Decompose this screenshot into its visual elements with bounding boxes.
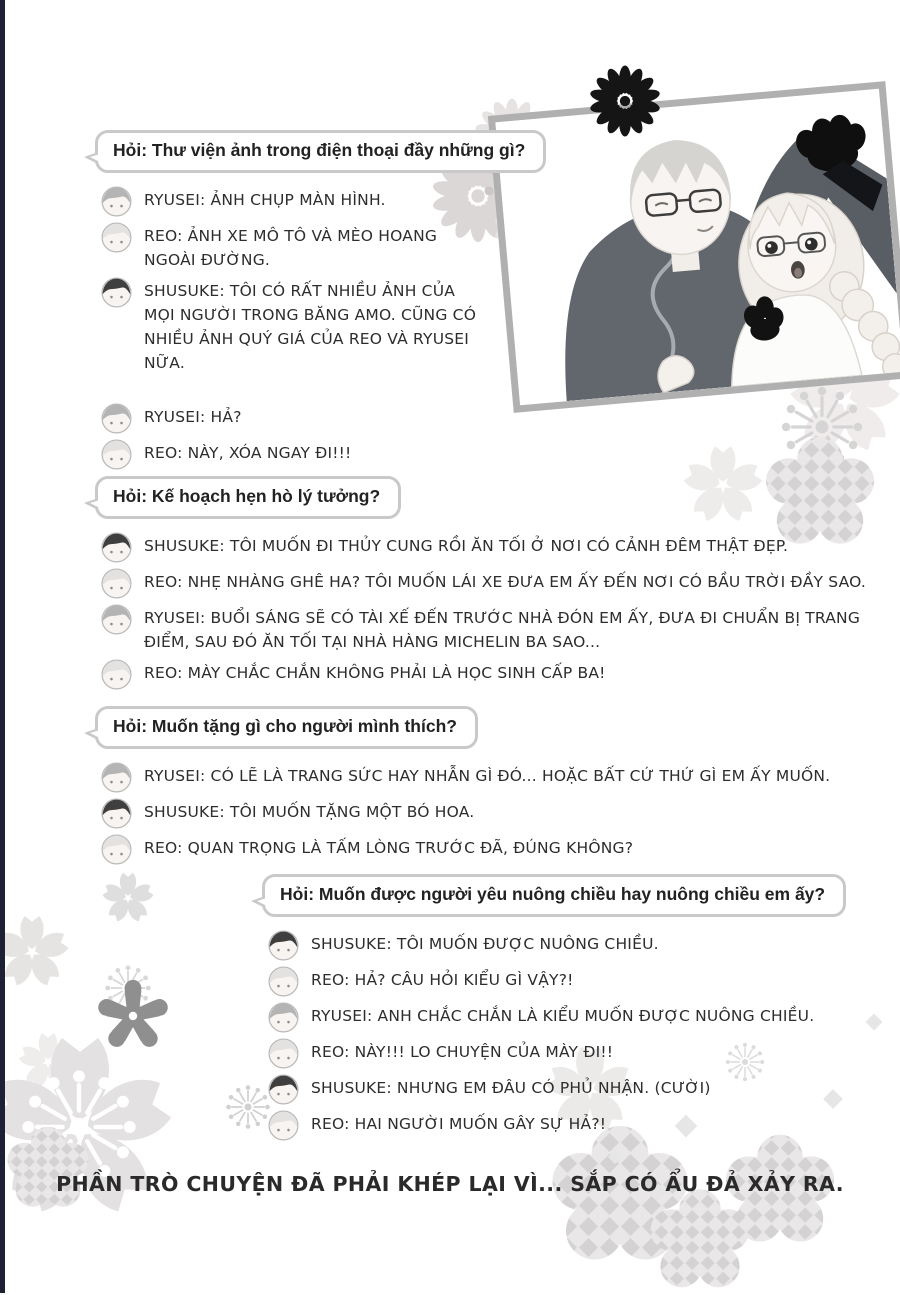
avatar-reo-icon — [268, 1110, 299, 1141]
answer-row — [268, 932, 827, 961]
avatar-reo-icon — [101, 439, 132, 470]
page-edge-strip — [0, 0, 5, 1293]
answer-row — [101, 279, 505, 375]
patterned-flower-icon — [3, 1123, 93, 1213]
avatar-reo-icon — [101, 222, 132, 253]
avatar-shusuke — [101, 277, 132, 308]
avatar-reo — [101, 222, 132, 253]
answer-row — [101, 800, 893, 829]
answer-row — [101, 570, 893, 599]
question-bubble: Hỏi: Thư viện ảnh trong điện thoại đầy những gì? — [95, 130, 546, 173]
avatar-shusuke-icon — [101, 532, 132, 563]
answer-text: REO: MÀY CHẮC CHẮN KHÔNG PHẢI LÀ HỌC SINH CẤP BA! — [144, 664, 606, 683]
question-bubble: Hỏi: Kế hoạch hẹn hò lý tưởng? — [95, 476, 401, 519]
avatar-ryusei-icon — [101, 403, 132, 434]
answer-text: RYUSEI: ANH CHẮC CHẮN LÀ KIỂU MUỐN ĐƯỢC NUÔNG CHIỀU. — [311, 1007, 815, 1025]
answer-row — [101, 405, 505, 434]
answer-row — [268, 1112, 827, 1141]
avatar-ryusei — [101, 403, 132, 434]
avatar-shusuke-icon — [101, 798, 132, 829]
answer-row — [101, 836, 893, 865]
avatar-reo — [268, 1110, 299, 1141]
avatar-ryusei-icon — [101, 762, 132, 793]
answer-row — [268, 1004, 827, 1033]
avatar-shusuke — [268, 930, 299, 961]
answer-row — [101, 661, 893, 690]
answer-row — [101, 188, 505, 217]
closing-note: PHẦN TRÒ CHUYỆN ĐÃ PHẢI KHÉP LẠI VÌ... SẮP CÓ ẨU ĐẢ XẢY RA. — [56, 1172, 844, 1196]
answer-text: REO: NHẸ NHÀNG GHÊ HA? TÔI MUỐN LÁI XE ĐƯA EM ẤY ĐẾN NƠI CÓ BẦU TRỜI ĐẦY SAO. — [144, 573, 867, 591]
avatar-reo — [101, 659, 132, 690]
avatar-shusuke — [101, 532, 132, 563]
answer-text: SHUSUKE: TÔI MUỐN TẶNG MỘT BÓ HOA. — [144, 803, 475, 821]
couple-illustration-art — [495, 89, 900, 405]
answer-text: REO: NÀY!!! LO CHUYỆN CỦA MÀY ĐI!! — [311, 1043, 614, 1061]
confetti-icon — [866, 1014, 883, 1031]
answer-text: REO: ẢNH XE MÔ TÔ VÀ MÈO HOANG NGOÀI ĐƯỜNG. — [144, 227, 438, 270]
avatar-reo — [268, 966, 299, 997]
avatar-shusuke-icon — [268, 1074, 299, 1105]
answer-row — [101, 441, 505, 470]
answer-text: REO: NÀY, XÓA NGAY ĐI!!! — [144, 444, 352, 463]
answer-row — [101, 606, 893, 654]
answer-row — [101, 534, 893, 563]
avatar-reo — [101, 568, 132, 599]
sakura-flower-icon — [0, 912, 72, 992]
avatar-ryusei — [101, 604, 132, 635]
avatar-reo — [101, 439, 132, 470]
question-bubble: Hỏi: Muốn được người yêu nuông chiều hay nuông chiều em ấy? — [262, 874, 846, 917]
answer-text: REO: HẢ? CÂU HỎI KIỂU GÌ VẬY?! — [311, 971, 574, 989]
avatar-reo-icon — [268, 966, 299, 997]
answer-text: RYUSEI: BUỔI SÁNG SẼ CÓ TÀI XẾ ĐẾN TRƯỚC NHÀ ĐÓN EM ẤY, ĐƯA ĐI CHUẨN BỊ TRANG ĐIỂM, SAU ĐÓ ĂN TỐI TẠI NHÀ HÀNG MICHELIN BA SAO... — [144, 609, 861, 652]
avatar-ryusei — [268, 1002, 299, 1033]
chrysanthemum-icon — [588, 64, 662, 138]
avatar-ryusei-icon — [101, 604, 132, 635]
answer-row — [101, 764, 893, 793]
question-bubble: Hỏi: Muốn tặng gì cho người mình thích? — [95, 706, 478, 749]
answer-text: SHUSUKE: TÔI MUỐN ĐƯỢC NUÔNG CHIỀU. — [311, 935, 659, 953]
avatar-reo-icon — [101, 659, 132, 690]
avatar-ryusei — [101, 186, 132, 217]
avatar-shusuke — [268, 1074, 299, 1105]
answer-row — [268, 1076, 827, 1105]
avatar-ryusei-icon — [268, 1002, 299, 1033]
qa-block-4 — [262, 874, 827, 1148]
answer-row — [101, 224, 505, 272]
avatar-shusuke-icon — [268, 930, 299, 961]
patterned-flower-icon — [645, 1185, 755, 1295]
answer-text: SHUSUKE: TÔI CÓ RẤT NHIỀU ẢNH CỦA MỌI NGƯỜI TRONG BĂNG AMO. CŨNG CÓ NHIỀU ẢNH QUÝ GIÁ CỦA REO VÀ RYUSEI NỮA. — [144, 282, 477, 373]
avatar-reo — [101, 834, 132, 865]
avatar-reo-icon — [268, 1038, 299, 1069]
answer-text: RYUSEI: HẢ? — [144, 408, 242, 427]
couple-illustration — [488, 81, 900, 413]
qa-block-2 — [95, 476, 893, 697]
answer-text: RYUSEI: CÓ LẼ LÀ TRANG SỨC HAY NHẪN GÌ ĐÓ... HOẶC BẤT CỨ THỨ GÌ EM ẤY MUỐN. — [144, 767, 831, 785]
answer-row — [268, 1040, 827, 1069]
qa-block-1 — [95, 130, 526, 477]
avatar-ryusei — [101, 762, 132, 793]
avatar-reo-icon — [101, 834, 132, 865]
answer-text: RYUSEI: ẢNH CHỤP MÀN HÌNH. — [144, 191, 386, 209]
avatar-ryusei-icon — [101, 186, 132, 217]
answer-text: REO: HAI NGƯỜI MUỐN GÂY SỰ HẢ?! — [311, 1115, 607, 1133]
answer-row — [268, 968, 827, 997]
sakura-flower-icon — [100, 870, 156, 926]
answer-text: REO: QUAN TRỌNG LÀ TẤM LÒNG TRƯỚC ĐÃ, ĐÚNG KHÔNG? — [144, 839, 634, 857]
avatar-reo — [268, 1038, 299, 1069]
answer-text: SHUSUKE: TÔI MUỐN ĐI THỦY CUNG RỒI ĂN TỐI Ở NƠI CÓ CẢNH ĐÊM THẬT ĐẸP. — [144, 537, 789, 555]
avatar-shusuke — [101, 798, 132, 829]
avatar-shusuke-icon — [101, 277, 132, 308]
qa-block-3 — [95, 706, 893, 872]
avatar-reo-icon — [101, 568, 132, 599]
answer-text: SHUSUKE: NHƯNG EM ĐÂU CÓ PHỦ NHẬN. (CƯỜI) — [311, 1079, 711, 1097]
